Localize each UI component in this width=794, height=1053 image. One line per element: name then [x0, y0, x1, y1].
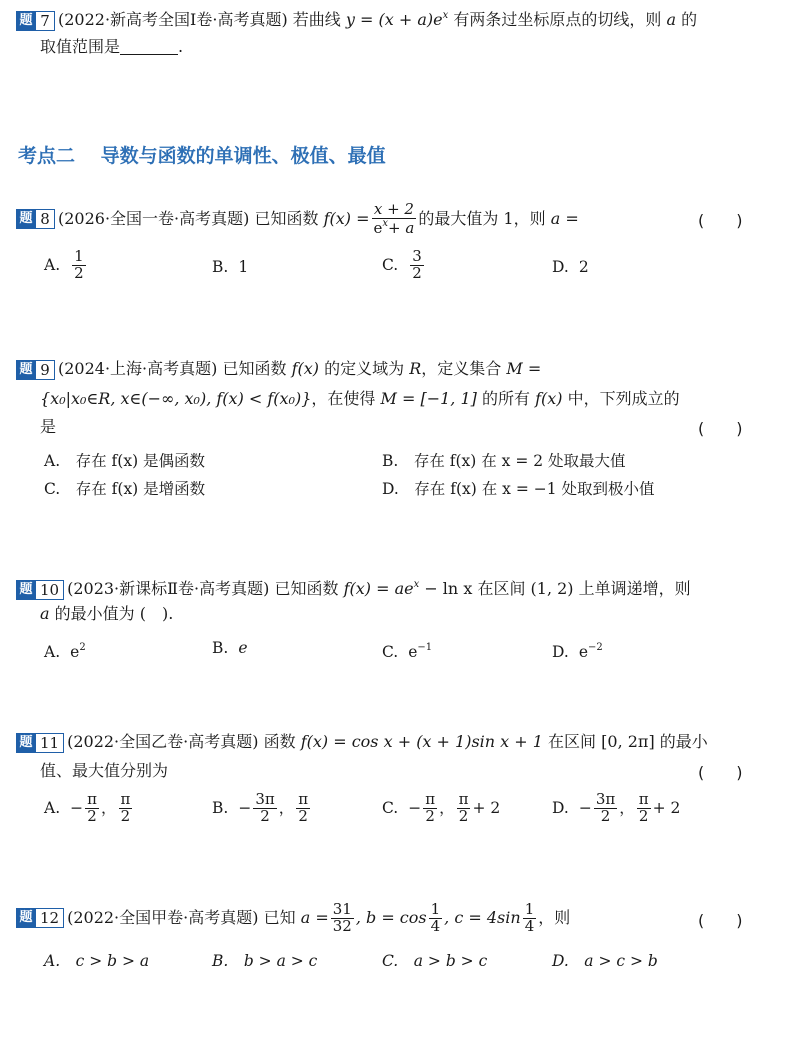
q12-number: 12 — [36, 908, 64, 928]
q9-number: 9 — [36, 360, 55, 380]
q12-option-c: C. a > b > c — [382, 952, 488, 970]
q7-source: (2022·新高考全国Ⅰ卷·高考真题) — [58, 10, 288, 29]
q11-badge — [16, 733, 64, 753]
q9-badge — [16, 360, 55, 380]
q8-fraction — [372, 199, 417, 237]
q11-line1: 题 11 (2022·全国乙卷·高考真题) 函数 f(x) = cos x + (x + 1)sin x + 1 在区间 [0, 2π] 的最小 — [16, 731, 708, 753]
q7-line1 — [16, 5, 697, 31]
q7-badge — [16, 11, 55, 31]
q12-source: (2022·全国甲卷·高考真题) — [67, 908, 259, 927]
q7-line2-text: 取值范围是 — [40, 37, 121, 56]
q8-frac-den: $e^x+ a$ — [373, 217, 415, 237]
q8-source: (2026·全国一卷·高考真题) — [58, 209, 250, 228]
q7-formula-exp: x — [442, 10, 449, 21]
q12-option-a: A. c > b > a — [44, 952, 150, 970]
q8-option-a: A. $\frac{1}{2}$ — [44, 247, 84, 282]
q9-line3: 是 — [40, 417, 57, 436]
q9-source: (2024·上海·高考真题) — [58, 359, 218, 378]
q8-badge-label: 题 — [16, 209, 36, 229]
q7-stem-c: 的 — [681, 10, 698, 29]
q10-number: 10 — [36, 580, 64, 600]
q8-stem-a: 已知函数 — [254, 209, 319, 228]
q12-badge — [16, 908, 64, 928]
q11-badge-label: 题 — [16, 733, 36, 753]
q7-line2 — [40, 36, 183, 58]
q11-option-b: B. − $\frac{3\pi}{2}$ ， $\frac{\pi}{2}$ — [212, 790, 309, 825]
q8-option-c: C. $\frac{3}{2}$ — [382, 247, 422, 282]
q7-var: a — [666, 10, 677, 29]
q9-option-b: B. 存在 f(x) 在 x = 2 处取最大值 — [382, 452, 626, 470]
q8-func: f(x) = — [323, 209, 370, 228]
q7-stem-b: 有两条过坐标原点的切线，则 — [453, 10, 662, 29]
q10-badge-label: 题 — [16, 580, 36, 600]
q8-var: a = — [550, 209, 579, 228]
q9-option-c: C. 存在 f(x) 是增函数 — [44, 480, 206, 498]
q10-option-a: A. $e^2$ — [44, 642, 86, 661]
q10-option-c: C. $e^{-1}$ — [382, 642, 433, 661]
q9-option-d: D. 存在 f(x) 在 x = −1 处取到极小值 — [382, 480, 655, 498]
q8-badge — [16, 209, 55, 229]
q10-option-d: D. $e^{-2}$ — [552, 642, 603, 661]
q9-line1: 题 9 (2024·上海·高考真题) 已知函数 f(x) 的定义域为 R，定义集合 M = — [16, 358, 541, 380]
q10-line1: 题 10 (2023·新课标Ⅱ卷·高考真题) 已知函数 $f(x) = ae^x - \ln x$ 在区间 (1, 2) 上单调递增，则 — [16, 574, 691, 600]
q11-line2: 值、最大值分别为 — [40, 761, 169, 780]
q8-line1 — [16, 200, 579, 238]
q8-option-d: D. 2 — [552, 258, 589, 276]
q7-number: 7 — [36, 11, 55, 31]
q7-stem-a: 若曲线 — [292, 10, 341, 29]
q9-badge-label: 题 — [16, 360, 36, 380]
q12-answer-paren: ( ) — [698, 911, 743, 930]
q11-answer-paren: ( ) — [698, 763, 743, 782]
q10-source: (2023·新课标Ⅱ卷·高考真题) — [67, 579, 270, 598]
q10-line2: a 的最小值为 ( ). — [40, 604, 174, 623]
q7-badge-label: 题 — [16, 11, 36, 31]
q7-line2-end: . — [178, 37, 184, 56]
q8-option-b: B. 1 — [212, 258, 249, 276]
q11-option-c: C. − $\frac{\pi}{2}$ ， $\frac{\pi}{2}$ + 2 — [382, 790, 501, 825]
q8-answer-paren: ( ) — [698, 211, 743, 230]
q10-option-b: B. e — [212, 639, 248, 657]
q10-badge — [16, 580, 64, 600]
q11-source: (2022·全国乙卷·高考真题) — [67, 732, 259, 751]
q9-set: {x₀|x₀∈R, x∈(−∞, x₀), f(x) < f(x₀)} — [40, 389, 312, 408]
q11-option-a: A. − $\frac{\pi}{2}$ ， $\frac{\pi}{2}$ — [44, 790, 131, 825]
q7-answer-blank — [120, 38, 178, 55]
q8-number: 8 — [36, 209, 55, 229]
q12-badge-label: 题 — [16, 908, 36, 928]
q9-line2: {x₀|x₀∈R, x∈(−∞, x₀), f(x) < f(x₀)}，在使得 M = [−1, 1] 的所有 f(x) 中，下列成立的 — [40, 389, 680, 408]
q11-number: 11 — [36, 733, 64, 753]
q8-frac-num: x + 2 — [373, 199, 414, 218]
q12-line1: 题 12 (2022·全国甲卷·高考真题) 已知 a = $\frac{31}{32}$ , b = cos $\frac{1}{4}$ , c = 4sin $\frac{1}{4}$ ，则 — [16, 898, 570, 938]
q9-option-a: A. 存在 f(x) 是偶函数 — [44, 452, 206, 470]
q9-answer-paren: ( ) — [698, 419, 743, 438]
section-heading: 考点二 导数与函数的单调性、极值、最值 — [18, 145, 386, 167]
q12-option-b: B. b > a > c — [212, 952, 318, 970]
q12-option-d: D. a > c > b — [552, 952, 658, 970]
q11-option-d: D. − $\frac{3\pi}{2}$ ， $\frac{\pi}{2}$ + 2 — [552, 790, 681, 825]
q8-stem-b: 的最大值为 1，则 — [418, 209, 546, 228]
q7-formula: y = (x + a)e — [345, 10, 443, 29]
